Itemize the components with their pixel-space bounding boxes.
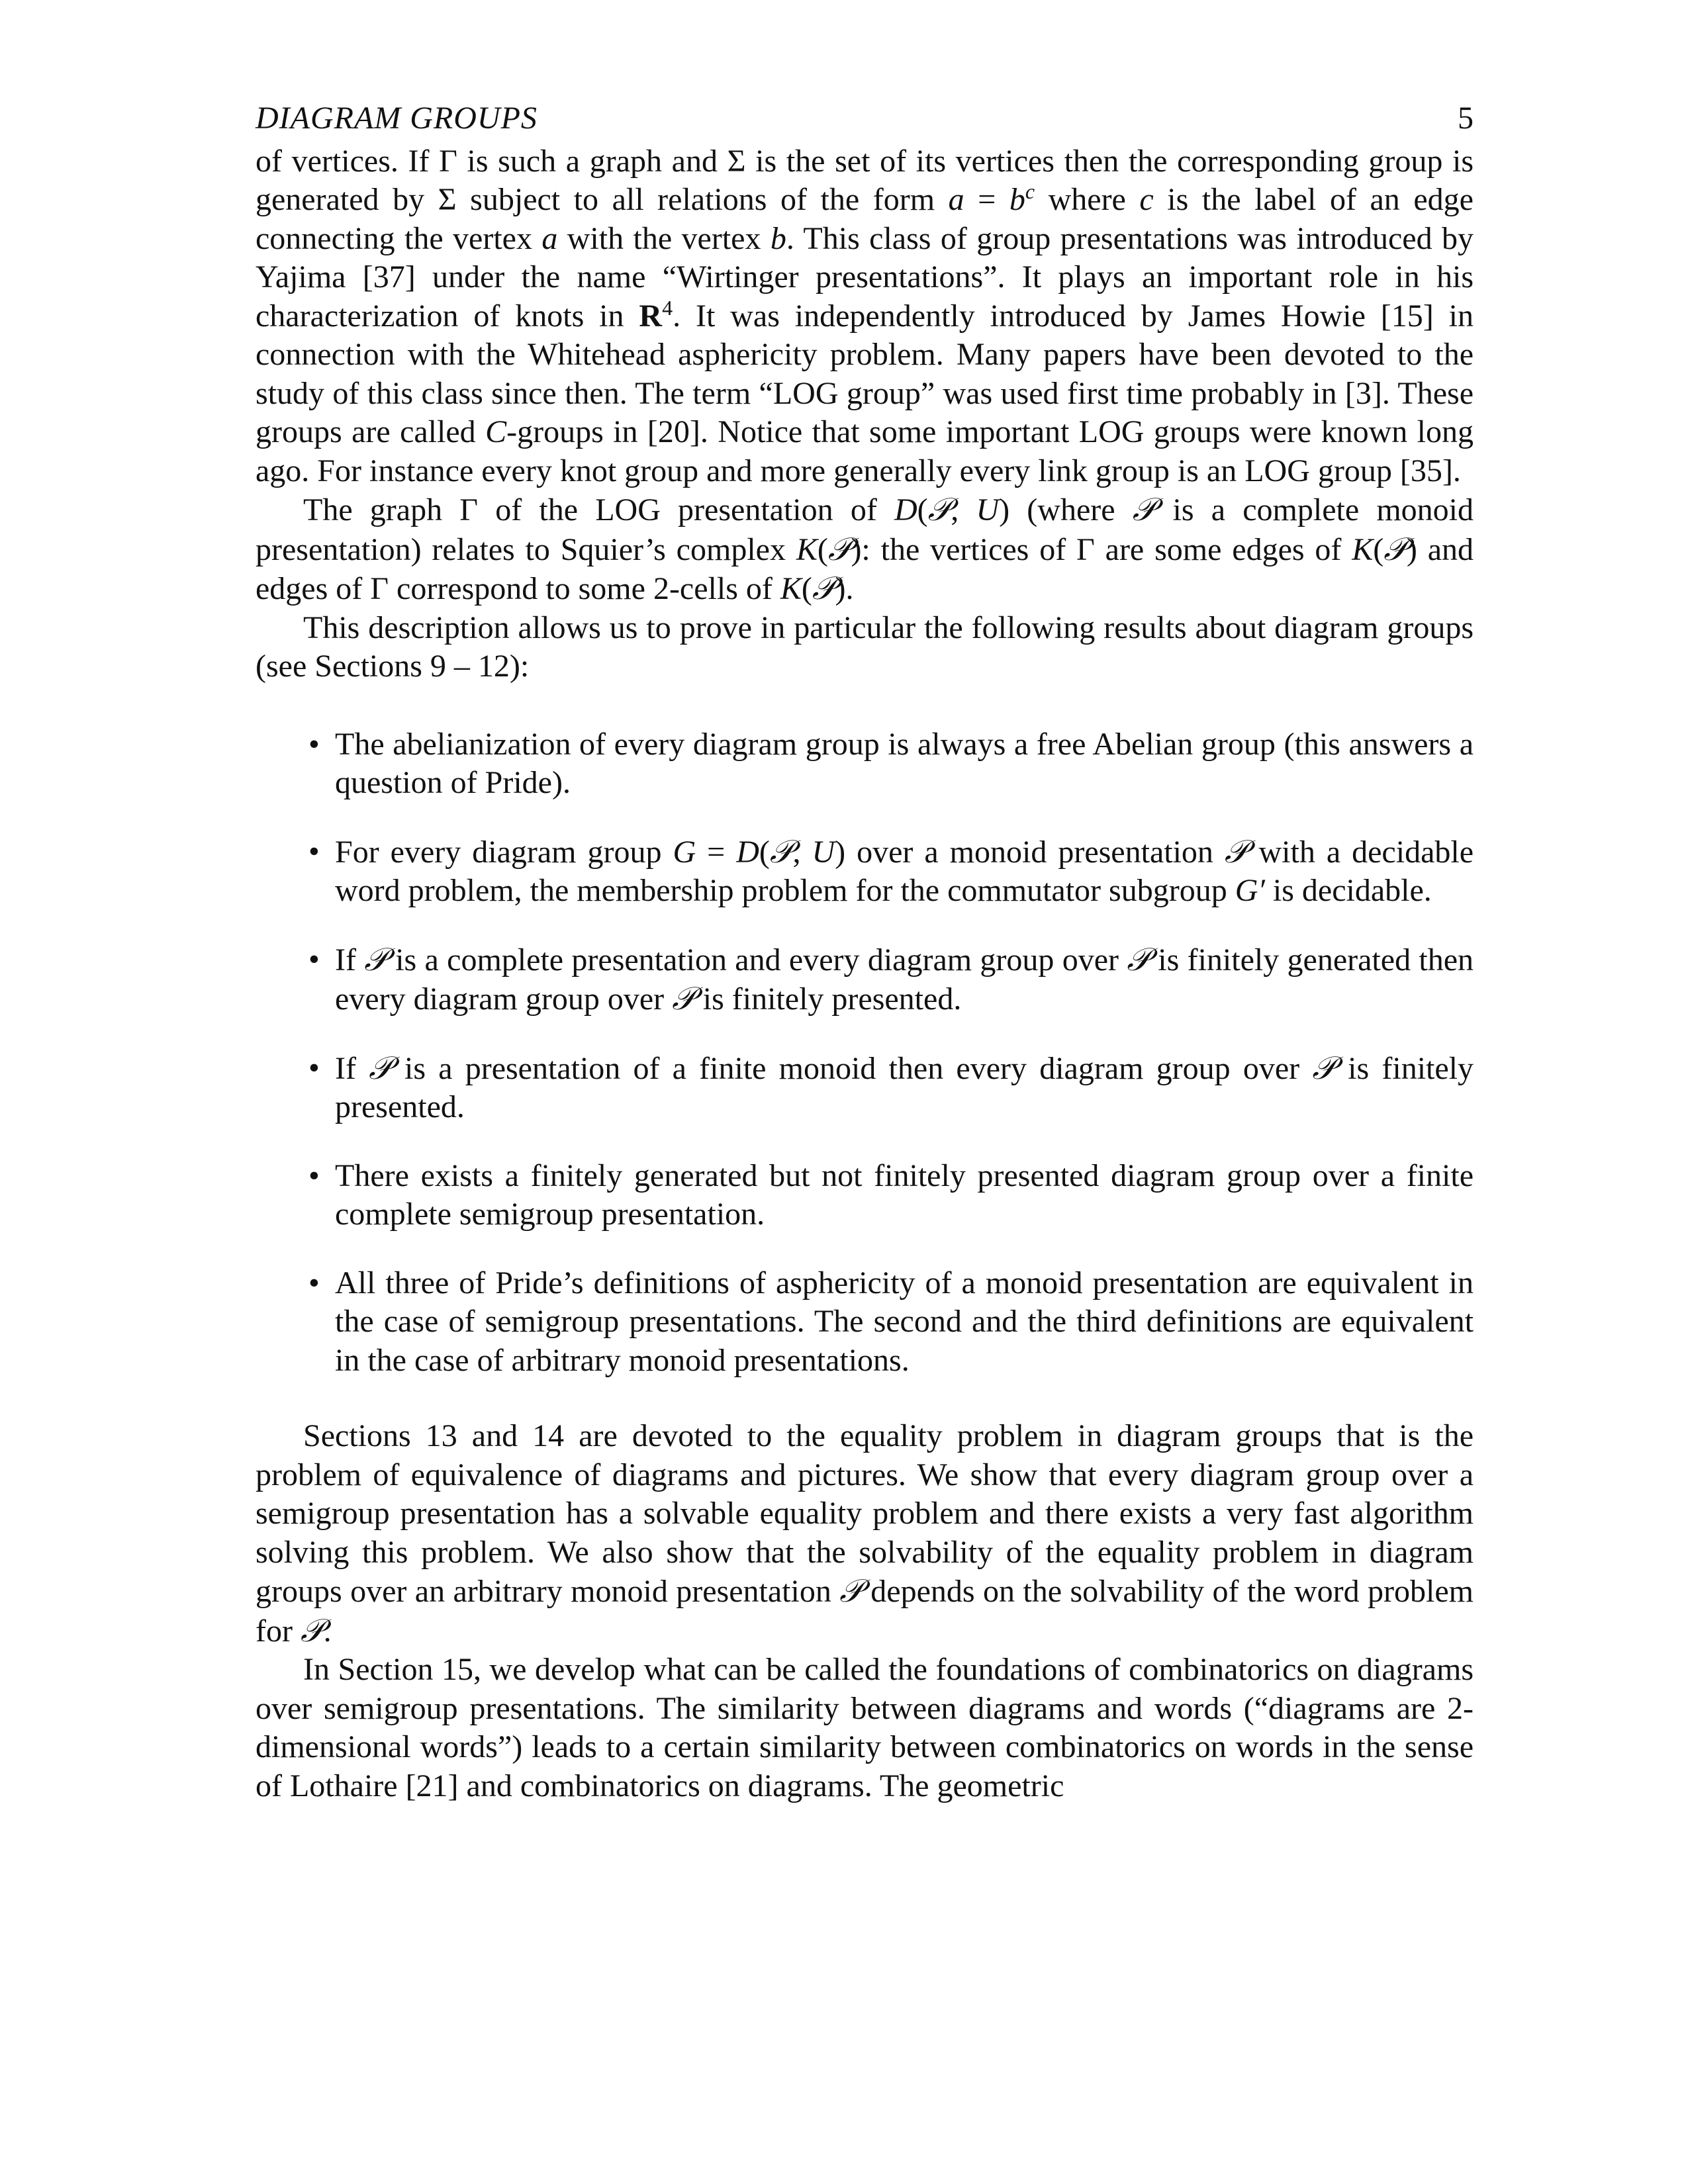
running-title: DIAGRAM GROUPS <box>256 101 538 136</box>
results-list <box>256 725 1474 1381</box>
bullet-icon: • <box>308 833 320 869</box>
page-number: 5 <box>1458 101 1474 136</box>
paragraph-4: Sections 13 and 14 are devoted to the equality problem in diagram groups that is the problem of equivalence of diagrams and pictures. We show that every diagram group over a semigroup presentation has a solvable equality problem and there exists a very fast algorithm solving this problem. We also show that the solvability of the equality problem in diagram groups over an arbitrary monoid presentation 𝒫 depends on the solvability of the word problem for 𝒫. <box>256 1418 1474 1649</box>
list-item: • If 𝒫 is a presentation of a finite monoid then every diagram group over 𝒫 is finitely presented. <box>308 1049 1474 1124</box>
bullet-icon: • <box>308 1158 320 1193</box>
list-item: • All three of Pride’s definitions of asphericity of a monoid presentation are equivalent in the case of semigroup presentations. The second and the third definitions are equivalent in the case of arbitrary monoid presentations. <box>308 1265 1474 1378</box>
list-item: • There exists a finitely generated but not finitely presented diagram group over a finite complete semigroup presentation. <box>308 1158 1474 1232</box>
bullet-icon: • <box>308 941 320 977</box>
list-item: • The abelianization of every diagram group is always a free Abelian group (this answers a question of Pride). <box>308 726 1474 800</box>
running-head <box>256 99 1474 138</box>
list-item: • If 𝒫 is a complete presentation and every diagram group over 𝒫 is finitely generated then every diagram group over 𝒫 is finitely presented. <box>308 940 1474 1017</box>
bullet-icon: • <box>308 1265 320 1300</box>
bullet-icon: • <box>308 726 320 762</box>
paragraph-3: This description allows us to prove in particular the following results about diagram groups (see Sections 9 – 12): <box>256 610 1474 684</box>
paragraph-1: of vertices. If Γ is such a graph and Σ is the set of its vertices then the corresponding group is generated by Σ subject to all relations of the form $a = b^c$ where c is the label of an edge connecting the vertex a with the vertex b. This class of group presentations was introduced by Yajima [37] under the name “Wirtinger presentations”. It plays an important role in his characterization of knots in $R^4$. It was independently introduced by James Howie [15] in connection with the Whitehead asphericity problem. Many papers have been devoted to the study of this class since then. The term “LOG group” was used first time probably in [3]. These groups are called C-groups in [20]. Notice that some important LOG groups were known long ago. For instance every knot group and more generally every link group is an LOG group [35]. <box>256 143 1474 488</box>
paragraph-5: In Section 15, we develop what can be called the foundations of combinatorics on diagrams over semigroup presentations. The similarity between diagrams and words (“diagrams are 2-dimensional words”) leads to a certain similarity between combinatorics on words in the sense of Lothaire [21] and combinatorics on diagrams. The geometric <box>256 1652 1474 1803</box>
list-item: • For every diagram group G = D(𝒫, U) over a monoid presentation 𝒫 with a decidable word problem, the membership problem for the commutator subgroup G′ is decidable. <box>308 833 1474 908</box>
bullet-icon: • <box>308 1050 320 1085</box>
paragraph-2: The graph Γ of the LOG presentation of D(𝒫, U) (where 𝒫 is a complete monoid presentation) relates to Squier’s complex K(𝒫): the vertices of Γ are some edges of K(𝒫) and edges of Γ correspond to some 2-cells of K(𝒫). <box>256 491 1474 607</box>
page <box>256 99 1474 1805</box>
